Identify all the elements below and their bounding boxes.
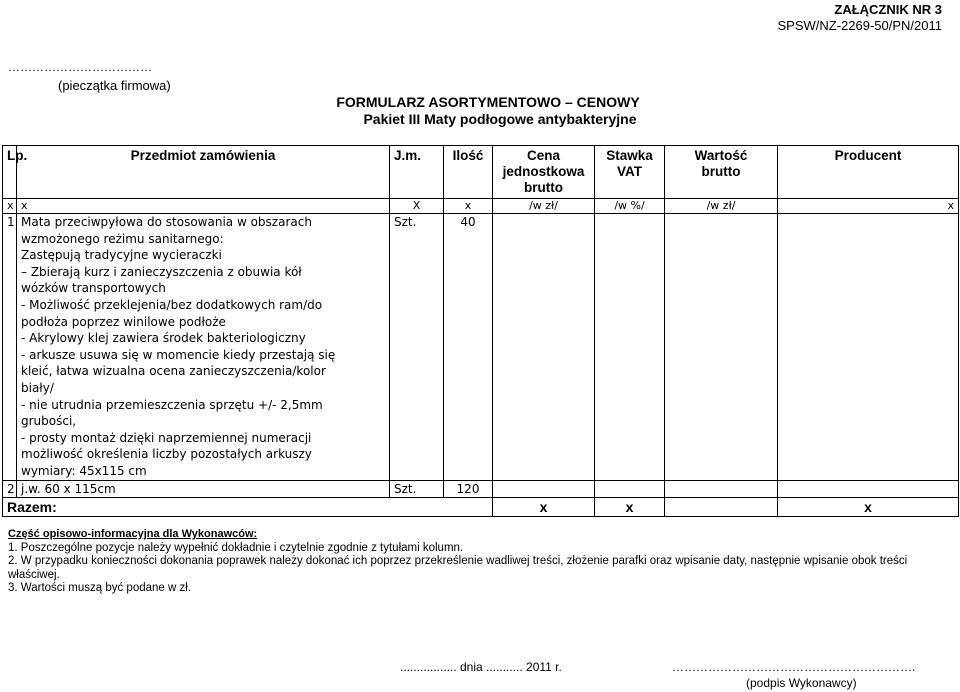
col-header-producer: Producent	[778, 146, 959, 199]
col-header-unit: J.m.	[390, 146, 444, 199]
row-value-cell[interactable]	[665, 214, 778, 481]
description-line: - Możliwość przeklejenia/bez dodatkowych ram/do	[21, 297, 323, 312]
header-row	[3, 146, 959, 199]
reference-number: SPSW/NZ-2269-50/PN/2011	[777, 18, 942, 33]
summary-row	[3, 497, 959, 516]
marker-row	[3, 199, 959, 214]
table-row	[3, 214, 959, 481]
col-header-price	[493, 146, 595, 199]
col-header-qty: Ilość	[444, 146, 493, 199]
attachment-header	[778, 2, 943, 34]
description-line: - nie utrudnia przemieszczenia sprzętu +/- 2,5mm	[21, 397, 323, 412]
marker-cell: x	[778, 199, 959, 214]
notes-section	[8, 528, 958, 596]
summary-producer: x	[778, 497, 959, 516]
table-row	[3, 480, 959, 497]
row-unit: Szt.	[390, 480, 444, 497]
marker-cell: /w zł/	[493, 199, 595, 214]
col-header-price-line2: jednostkowa	[502, 164, 585, 179]
row-vat-cell[interactable]	[595, 214, 665, 481]
notes-heading: Część opisowo-informacyjna dla Wykonawców:	[8, 528, 258, 540]
description-line: - Akrylowy klej zawiera środek bakteriologiczny	[21, 331, 306, 346]
date-line: ................. dnia ........... 2011 r.	[400, 660, 562, 674]
col-header-value-line2: brutto	[701, 164, 741, 179]
marker-cell: x	[444, 199, 493, 214]
description-line: grubości,	[21, 414, 77, 429]
summary-price: x	[493, 497, 595, 516]
row-lp: 2	[3, 480, 17, 497]
summary-label: Razem:	[3, 497, 493, 516]
row-description: j.w. 60 x 115cm	[17, 480, 390, 497]
row-lp: 1	[3, 214, 17, 481]
description-line: biały/	[21, 380, 54, 395]
signature-dots: …………………………………………………….	[672, 660, 916, 674]
row-qty: 120	[444, 480, 493, 497]
row-producer-cell[interactable]	[778, 480, 959, 497]
marker-cell: X	[390, 199, 444, 214]
description-line: Zastępują tradycyjne wycieraczki	[21, 248, 222, 263]
row-price-cell[interactable]	[493, 480, 595, 497]
col-header-vat	[595, 146, 665, 199]
price-table	[2, 145, 959, 517]
description-line: możliwość określenia liczby pozostałych arkuszy	[21, 447, 312, 462]
description-line: - arkusze usuwa się w momencie kiedy przestają się	[21, 347, 336, 362]
form-title: FORMULARZ ASORTYMENTOWO – CENOWY	[336, 94, 640, 110]
note-item: 3. Wartości muszą być podane w zł.	[8, 582, 192, 594]
description-line: - prosty montaż dzięki naprzemiennej numeracji	[21, 430, 312, 445]
row-price-cell[interactable]	[493, 214, 595, 481]
col-header-value	[665, 146, 778, 199]
row-qty: 40	[444, 214, 493, 481]
row-producer-cell[interactable]	[778, 214, 959, 481]
marker-cell: x	[17, 199, 390, 214]
marker-cell: x	[3, 199, 17, 214]
row-unit: Szt.	[390, 214, 444, 481]
note-item: 1. Poszczególne pozycje należy wypełnić dokładnie i czytelnie zgodnie z tytułami kolumn.	[8, 541, 464, 554]
col-header-value-line1: Wartość	[694, 148, 748, 163]
col-header-vat-line1: Stawka	[606, 148, 653, 163]
col-header-item: Przedmiot zamówienia	[17, 146, 390, 199]
row-value-cell[interactable]	[665, 480, 778, 497]
row-vat-cell[interactable]	[595, 480, 665, 497]
row-description	[17, 214, 390, 481]
description-line: kleić, łatwa wizualna ocena zanieczyszczenia/kolor	[21, 364, 326, 379]
note-item: 2. W przypadku konieczności dokonania poprawek należy dokonać ich poprzez przekreślenie wadliwej treści, złożenie parafki oraz wpisanie daty, następnie wpisanie obok treści właściwej.	[8, 555, 908, 581]
summary-vat: x	[595, 497, 665, 516]
description-line: Mata przeciwpyłowa do stosowania w obszarach	[21, 215, 312, 229]
attachment-number: ZAŁĄCZNIK NR 3	[834, 2, 942, 17]
description-line: wzmożonego reżimu sanitarnego:	[21, 231, 224, 246]
stamp-dots: ………………………………	[8, 60, 152, 74]
description-line: podłoża poprzez winilowe podłoże	[21, 314, 226, 329]
col-header-vat-line2: VAT	[617, 164, 642, 179]
summary-value-cell[interactable]	[665, 497, 778, 516]
stamp-label: (pieczątka firmowa)	[58, 78, 171, 93]
col-header-lp: Lp.	[3, 146, 17, 199]
signature-label: (podpis Wykonawcy)	[746, 676, 857, 690]
col-header-price-line1: Cena	[526, 148, 560, 163]
col-header-price-line3: brutto	[524, 180, 563, 195]
form-subtitle: Pakiet III Maty podłogowe antybakteryjne	[363, 111, 637, 127]
description-line: – Zbierają kurz i zanieczyszczenia z obuwia kół	[21, 264, 302, 279]
marker-cell: /w %/	[595, 199, 665, 214]
description-line: wymiary: 45x115 cm	[21, 463, 147, 478]
description-line: wózków transportowych	[21, 281, 166, 296]
marker-cell: /w zł/	[665, 199, 778, 214]
